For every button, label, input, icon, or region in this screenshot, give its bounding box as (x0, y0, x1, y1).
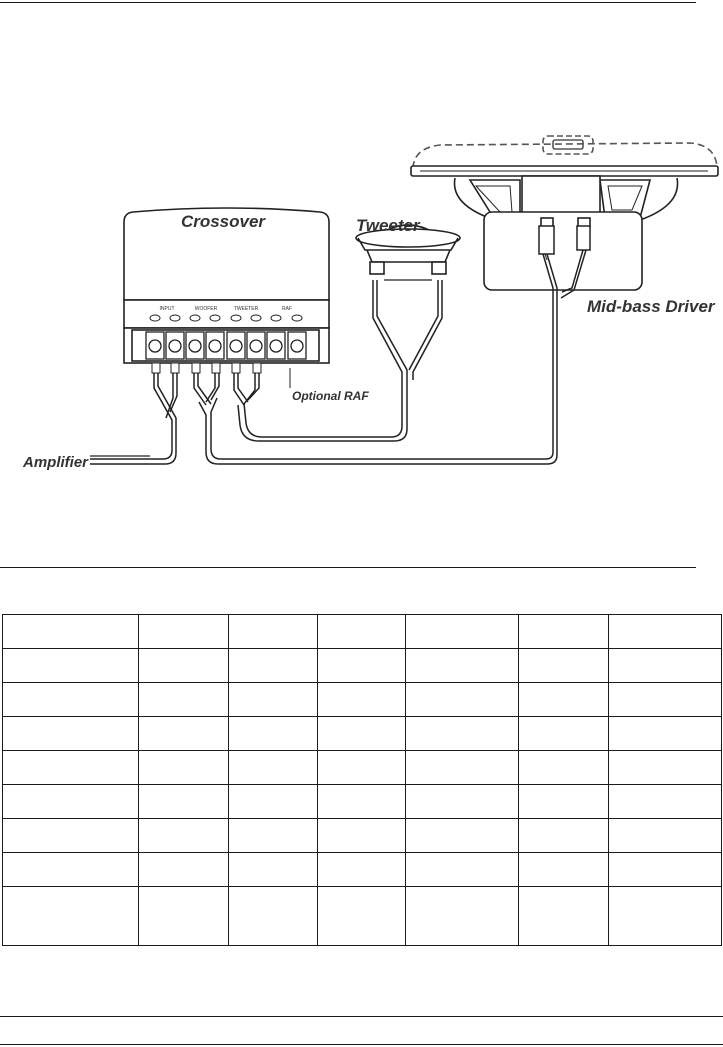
terminal-label-raf: RAF (282, 306, 292, 312)
spec-table (2, 614, 722, 946)
raf-label: Optional RAF (292, 389, 369, 403)
bottom-rule-upper (0, 1016, 723, 1017)
terminal-label-input: INPUT (159, 306, 175, 312)
table-row (3, 785, 722, 819)
terminal-label-tweeter: TWEETER (233, 306, 259, 312)
table-row (3, 683, 722, 717)
table-row (3, 649, 722, 683)
bottom-rule-lower (0, 1044, 723, 1045)
table-row (3, 853, 722, 887)
crossover-box (124, 208, 329, 363)
table-row (3, 717, 722, 751)
spec-table-body (3, 615, 722, 946)
table-row (3, 819, 722, 853)
table-row (3, 751, 722, 785)
tweeter-label: Tweeter (356, 216, 420, 235)
mid-rule (0, 567, 696, 568)
terminal-label-woofer: WOOFER (194, 306, 218, 312)
table-row (3, 615, 722, 649)
midbass-driver (411, 136, 718, 290)
midbass-label: Mid-bass Driver (587, 297, 715, 316)
crossover-label: Crossover (180, 212, 266, 231)
wiring-diagram (0, 0, 723, 520)
amplifier-label: Amplifier (23, 454, 89, 471)
crossover-leads (90, 363, 290, 464)
table-row (3, 887, 722, 946)
